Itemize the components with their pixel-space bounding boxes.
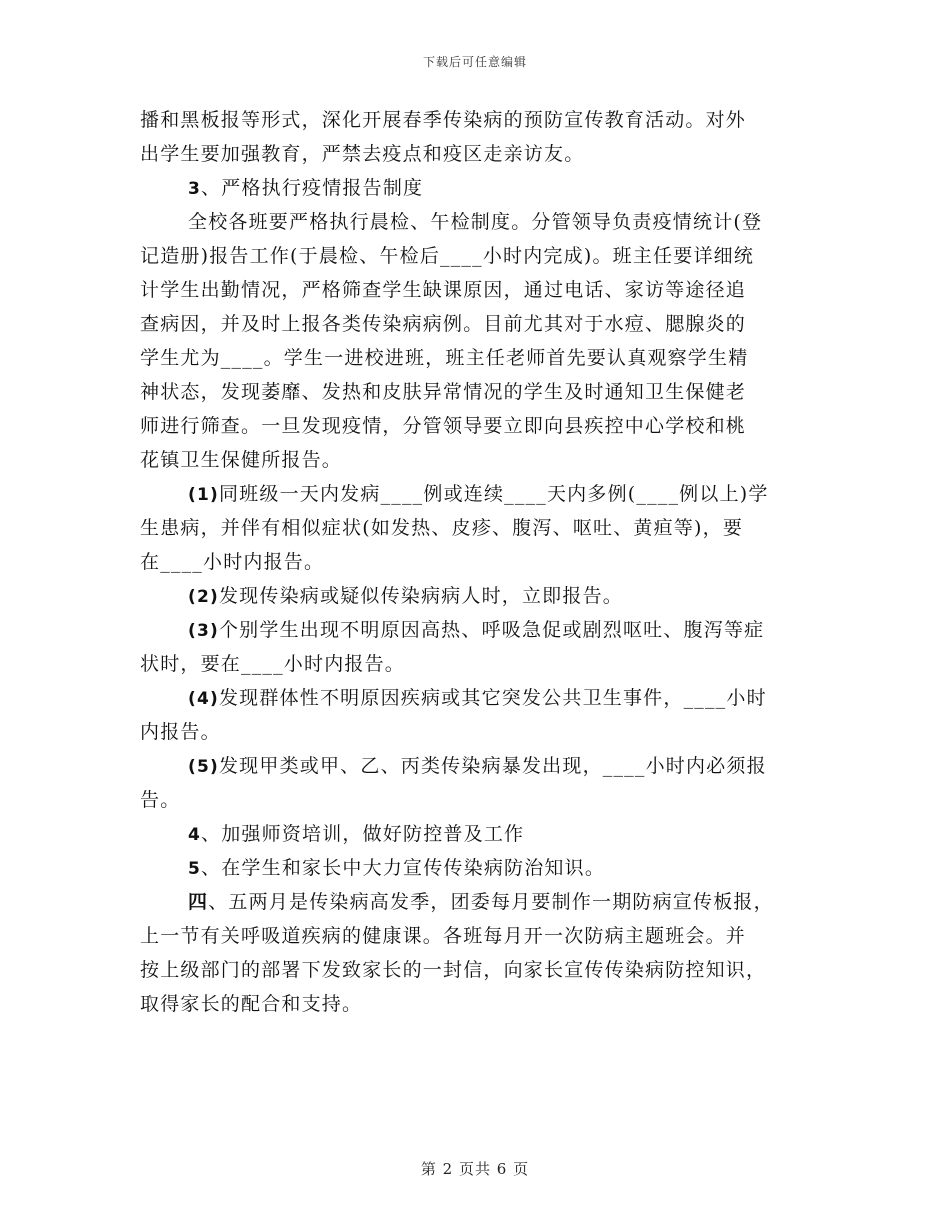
paragraph-line: 出学生要加强教育，严禁去疫点和疫区走亲访友。: [140, 143, 585, 165]
paragraph-line: 播和黑板报等形式，深化开展春季传染病的预防宣传教育活动。对外: [140, 109, 747, 131]
paragraph-line: 记造册)报告工作(于晨检、午检后____小时内完成)。班主任要详细统: [140, 245, 755, 267]
paragraph-line: 神状态，发现萎靡、发热和皮肤异常情况的学生及时通知卫生保健老: [140, 381, 747, 403]
paragraph-line: 按上级部门的部署下发致家长的一封信，向家长宣传传染病防控知识，: [140, 959, 767, 981]
paragraph-line: 查病因，并及时上报各类传染病病例。目前尤其对于水痘、腮腺炎的: [140, 313, 747, 335]
paragraph-line: 状时，要在____小时内报告。: [140, 653, 406, 675]
section-heading-four: 四、五两月是传染病高发季，团委每月要制作一期防病宣传板报，: [188, 891, 774, 913]
paragraph-line: 上一节有关呼吸道疾病的健康课。各班每月开一次防病主题班会。并: [140, 925, 747, 947]
page-header: 下载后可任意编辑: [422, 55, 527, 69]
page-number: 第 2 页共 6 页: [420, 1160, 530, 1178]
list-item-3: (3)个别学生出现不明原因高热、呼吸急促或剧烈呕吐、腹泻等症: [188, 619, 765, 641]
paragraph-line: 内报告。: [140, 721, 221, 743]
paragraph-line: 学生尤为____。学生一进校进班，班主任老师首先要认真观察学生精: [140, 347, 749, 369]
section-heading-5: 5、在学生和家长中大力宣传传染病防治知识。: [188, 857, 606, 879]
list-item-1: (1)同班级一天内发病____例或连续____天内多例(____例以上)学: [188, 483, 769, 505]
list-item-2: (2)发现传染病或疑似传染病病人时，立即报告。: [188, 585, 623, 607]
paragraph-line: 生患病，并伴有相似症状(如发热、皮疹、腹泻、呕吐、黄疸等)，要: [140, 517, 744, 539]
paragraph-line: 师进行筛查。一旦发现疫情，分管领导要立即向县疾控中心学校和桃: [140, 415, 747, 437]
paragraph-line: 花镇卫生保健所报告。: [140, 449, 343, 471]
paragraph-line: 计学生出勤情况，严格筛查学生缺课原因，通过电话、家访等途径追: [140, 279, 747, 301]
list-item-5: (5)发现甲类或甲、乙、丙类传染病暴发出现，____小时内必须报: [188, 755, 767, 777]
paragraph-line: 取得家长的配合和支持。: [140, 993, 363, 1015]
paragraph-line: 全校各班要严格执行晨检、午检制度。分管领导负责疫情统计(登: [188, 211, 763, 233]
section-heading-3: 3、严格执行疫情报告制度: [188, 177, 424, 199]
section-heading-4: 4、加强师资培训，做好防控普及工作: [188, 823, 525, 845]
list-item-4: (4)发现群体性不明原因疾病或其它突发公共卫生事件，____小时: [188, 687, 767, 709]
document-body: [140, 103, 812, 1021]
paragraph-line: 告。: [140, 789, 181, 811]
paragraph-line: 在____小时内报告。: [140, 551, 325, 573]
